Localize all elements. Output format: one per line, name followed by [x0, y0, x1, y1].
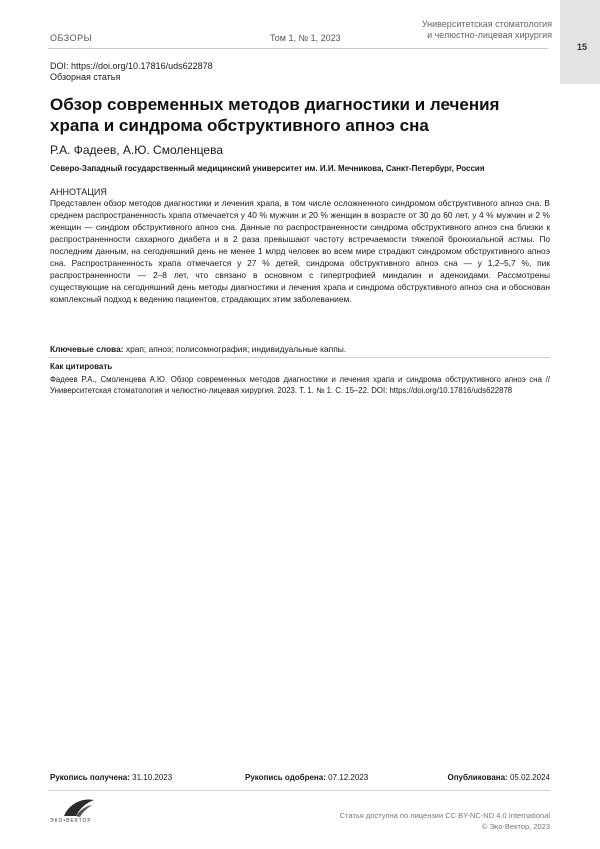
abstract-heading: АННОТАЦИЯ — [50, 187, 107, 197]
published-label: Опубликована: — [447, 773, 508, 782]
affiliation: Северо-Западный государственный медицинский университет им. И.И. Мечникова, Санкт-Петербург, Россия — [50, 164, 485, 173]
article-title: Обзор современных методов диагностики и лечения храпа и синдрома обструктивного апноэ сна — [50, 95, 500, 135]
published-date — [447, 773, 550, 782]
keywords-text: храп; апноэ; полисомнография; индивидуальные каппы. — [125, 344, 347, 354]
approved-value: 07.12.2023 — [328, 773, 369, 782]
journal-name-line2: и челюстно-лицевая хирургия — [427, 30, 552, 40]
approved-date — [245, 773, 368, 782]
citation-divider — [48, 357, 550, 358]
journal-name-line1: Университетская стоматология — [421, 19, 552, 29]
footer-divider — [48, 790, 550, 791]
approved-label: Рукопись одобрена: — [245, 773, 326, 782]
citation-heading: Как цитировать — [50, 362, 113, 371]
publisher-logo-text: ЭКО•ВЕКТОР — [50, 818, 92, 824]
license-info — [300, 810, 550, 832]
keywords-label: Ключевые слова: — [50, 344, 124, 354]
abstract-text: Представлен обзор методов диагностики и лечения храпа, в том числе осложненного синдромом обструктивного апноэ сна. В среднем распространенность храпа отмечается у 40 % мужчин и 20 % женщин в возрасте от 30 до 60 лет, у 4 % мужчин и 2 % женщин — синдром обструктивного апноэ сна. Данные по распространенности синдрома обструктивного апноэ сна близки к распространенности сахарного диабета и в 2 раза превышают частоту встречаемости тяжелой бронхиальной астмы. По последним данным, на сегодняшний день не менее 1 млрд человек во всем мире страдают синдромом обструктивного апноэ сна. Распространенность храпа отмечается у 27 % детей, синдрома обструктивного апноэ сна — у 1,2–5,7 %, пик распространенности — 2–8 лет, что связано в основном с гипертрофией миндалин и аденоидами. Рассмотрены существующие на сегодняшний день методы диагностики и лечения храпа и синдрома обструктивного апноэ сна и обоснован комплексный подход к ведению пациентов, страдающих этим заболеванием. — [50, 198, 550, 304]
doi-link[interactable]: DOI: https://doi.org/10.17816/uds622878 — [50, 61, 213, 71]
page-number: 15 — [576, 42, 587, 52]
authors: Р.А. Фадеев, А.Ю. Смоленцева — [50, 143, 224, 157]
keywords — [50, 344, 550, 354]
published-value: 05.02.2024 — [509, 773, 550, 782]
received-value: 31.10.2023 — [132, 773, 173, 782]
header-divider — [48, 48, 548, 49]
received-date — [50, 773, 172, 782]
copyright-text: © Эко-Вектор, 2023 — [481, 822, 550, 831]
volume-info: Том 1, № 1, 2023 — [270, 33, 341, 43]
section-label: ОБЗОРЫ — [50, 33, 93, 43]
article-type: Обзорная статья — [50, 72, 121, 82]
received-label: Рукопись получена: — [50, 773, 130, 782]
license-text[interactable]: Статья доступна по лицензии CC BY-NC-ND 4.0 International — [339, 811, 550, 820]
citation-text: Фадеев Р.А., Смоленцева А.Ю. Обзор современных методов диагностики и лечения храпа и синдрома обструктивного апноэ сна // Университетская стоматология и челюстно-лицевая хирургия. 2023. Т. 1. № 1. С. 15–22. DOI: https://doi.org/10.17816/uds622878 — [50, 375, 550, 395]
journal-name — [382, 19, 552, 41]
